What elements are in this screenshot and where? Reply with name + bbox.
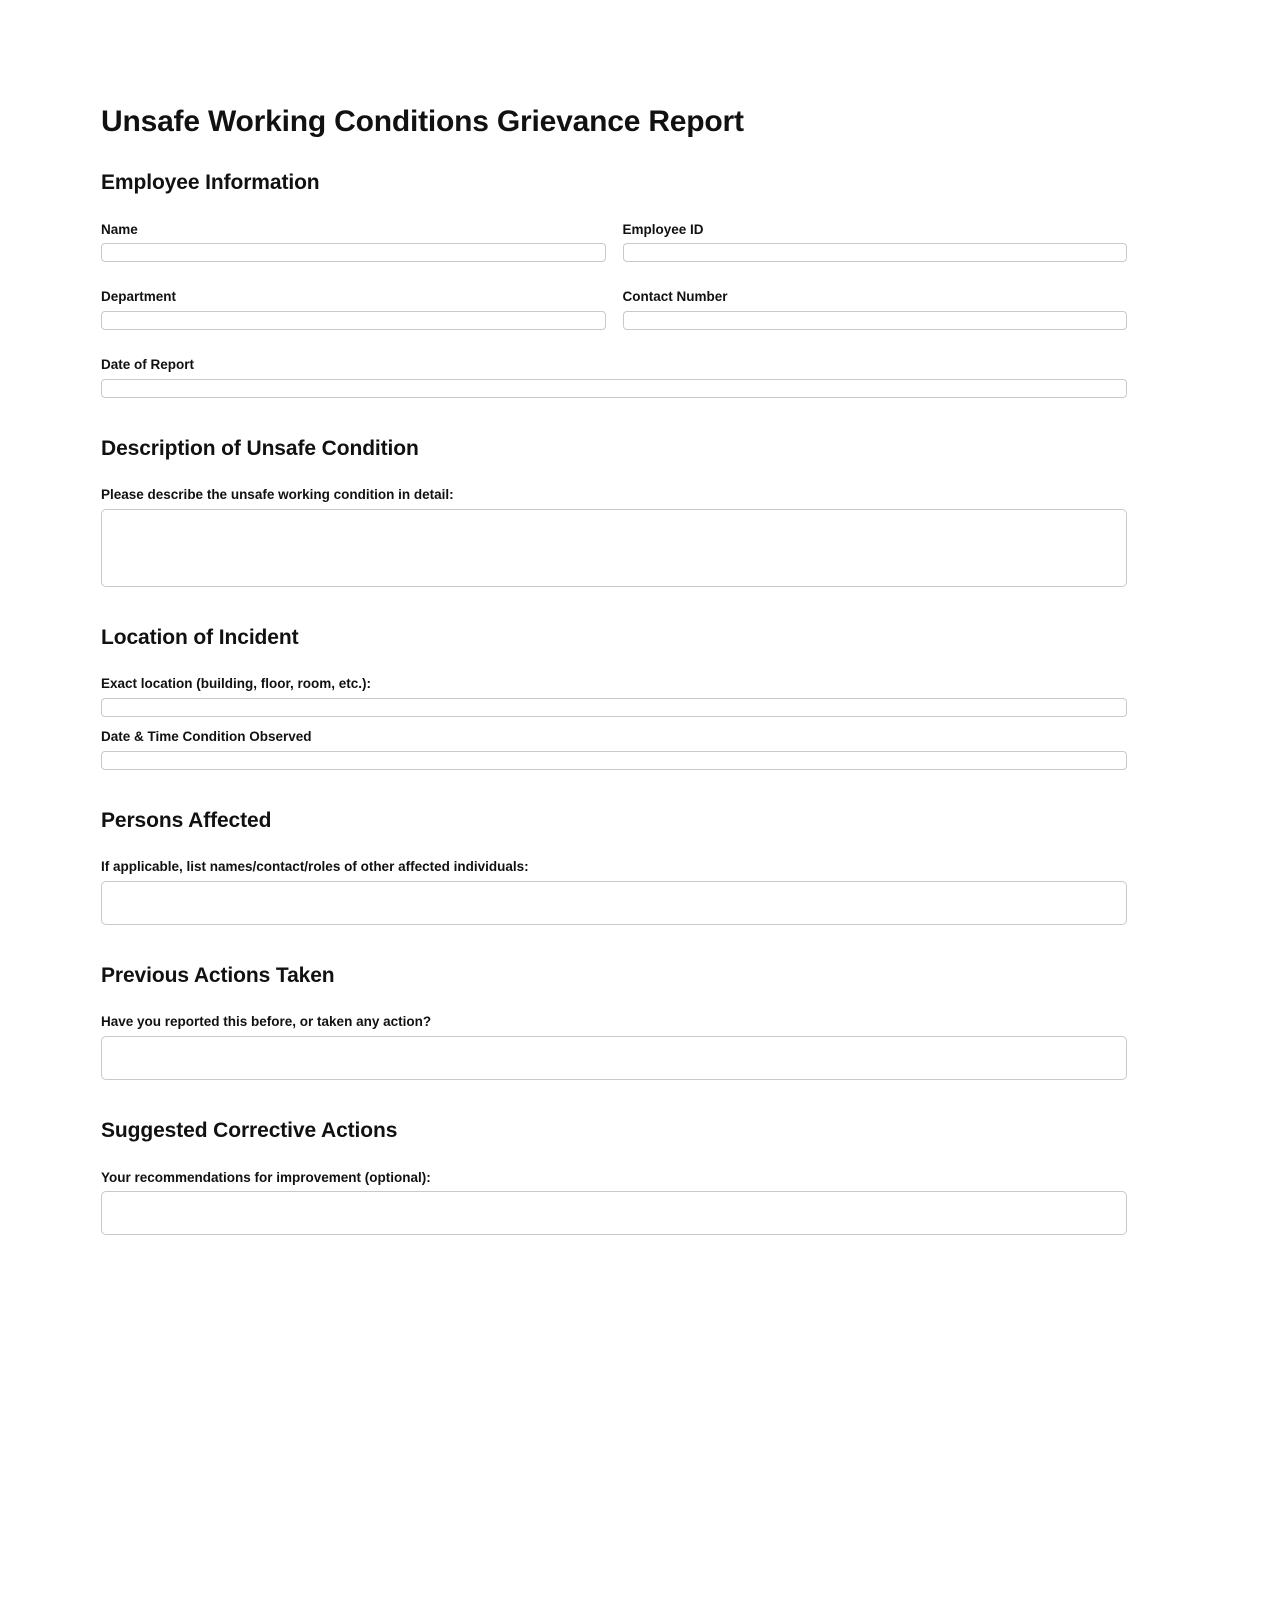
- description-textarea[interactable]: [101, 509, 1127, 587]
- section-heading-employee-information: Employee Information: [101, 171, 320, 195]
- exact-location-input[interactable]: [101, 698, 1127, 717]
- date-of-report-input[interactable]: [101, 379, 1127, 398]
- field-group-date-of-report: [101, 357, 1127, 398]
- date-of-report-label: Date of Report: [101, 357, 195, 373]
- section-heading-description-of-unsafe-condition: Description of Unsafe Condition: [101, 437, 419, 461]
- section-heading-previous-actions-taken: Previous Actions Taken: [101, 964, 335, 988]
- field-group-contact-number: [623, 289, 1128, 330]
- section-heading-persons-affected: Persons Affected: [101, 809, 272, 833]
- name-input[interactable]: [101, 243, 606, 262]
- affected-individuals-textarea[interactable]: [101, 881, 1127, 925]
- affected-individuals-label: If applicable, list names/contact/roles of other affected individuals:: [101, 859, 529, 875]
- section-heading-location-of-incident: Location of Incident: [101, 626, 299, 650]
- recommendations-label: Your recommendations for improvement (optional):: [101, 1169, 431, 1185]
- employee-info-row-2: [101, 289, 1127, 330]
- field-group-department: [101, 289, 606, 330]
- department-label: Department: [101, 289, 177, 305]
- field-group-exact-location: [101, 676, 1127, 717]
- field-group-name: [101, 222, 606, 263]
- employee-id-label: Employee ID: [622, 221, 704, 237]
- page-title: Unsafe Working Conditions Grievance Report: [101, 105, 744, 138]
- field-group-affected-individuals: [101, 859, 1127, 925]
- field-group-employee-id: [623, 222, 1128, 263]
- date-time-observed-label: Date & Time Condition Observed: [101, 729, 312, 745]
- employee-info-row-1: [101, 222, 1127, 263]
- field-group-recommendations: [101, 1170, 1127, 1236]
- contact-number-label: Contact Number: [622, 289, 728, 305]
- description-label: Please describe the unsafe working condition in detail:: [101, 487, 454, 503]
- employee-id-input[interactable]: [623, 243, 1128, 262]
- section-heading-suggested-corrective-actions: Suggested Corrective Actions: [101, 1119, 398, 1143]
- previous-actions-textarea[interactable]: [101, 1036, 1127, 1080]
- department-input[interactable]: [101, 311, 606, 330]
- date-time-observed-input[interactable]: [101, 751, 1127, 770]
- form-content: [101, 104, 1127, 1235]
- field-group-description: [101, 487, 1127, 587]
- exact-location-label: Exact location (building, floor, room, etc.):: [101, 676, 372, 692]
- previous-actions-label: Have you reported this before, or taken any action?: [101, 1014, 432, 1030]
- contact-number-input[interactable]: [623, 311, 1128, 330]
- name-label: Name: [101, 221, 138, 237]
- recommendations-textarea[interactable]: [101, 1191, 1127, 1235]
- field-group-previous-actions: [101, 1014, 1127, 1080]
- field-group-date-time-observed: [101, 729, 1127, 770]
